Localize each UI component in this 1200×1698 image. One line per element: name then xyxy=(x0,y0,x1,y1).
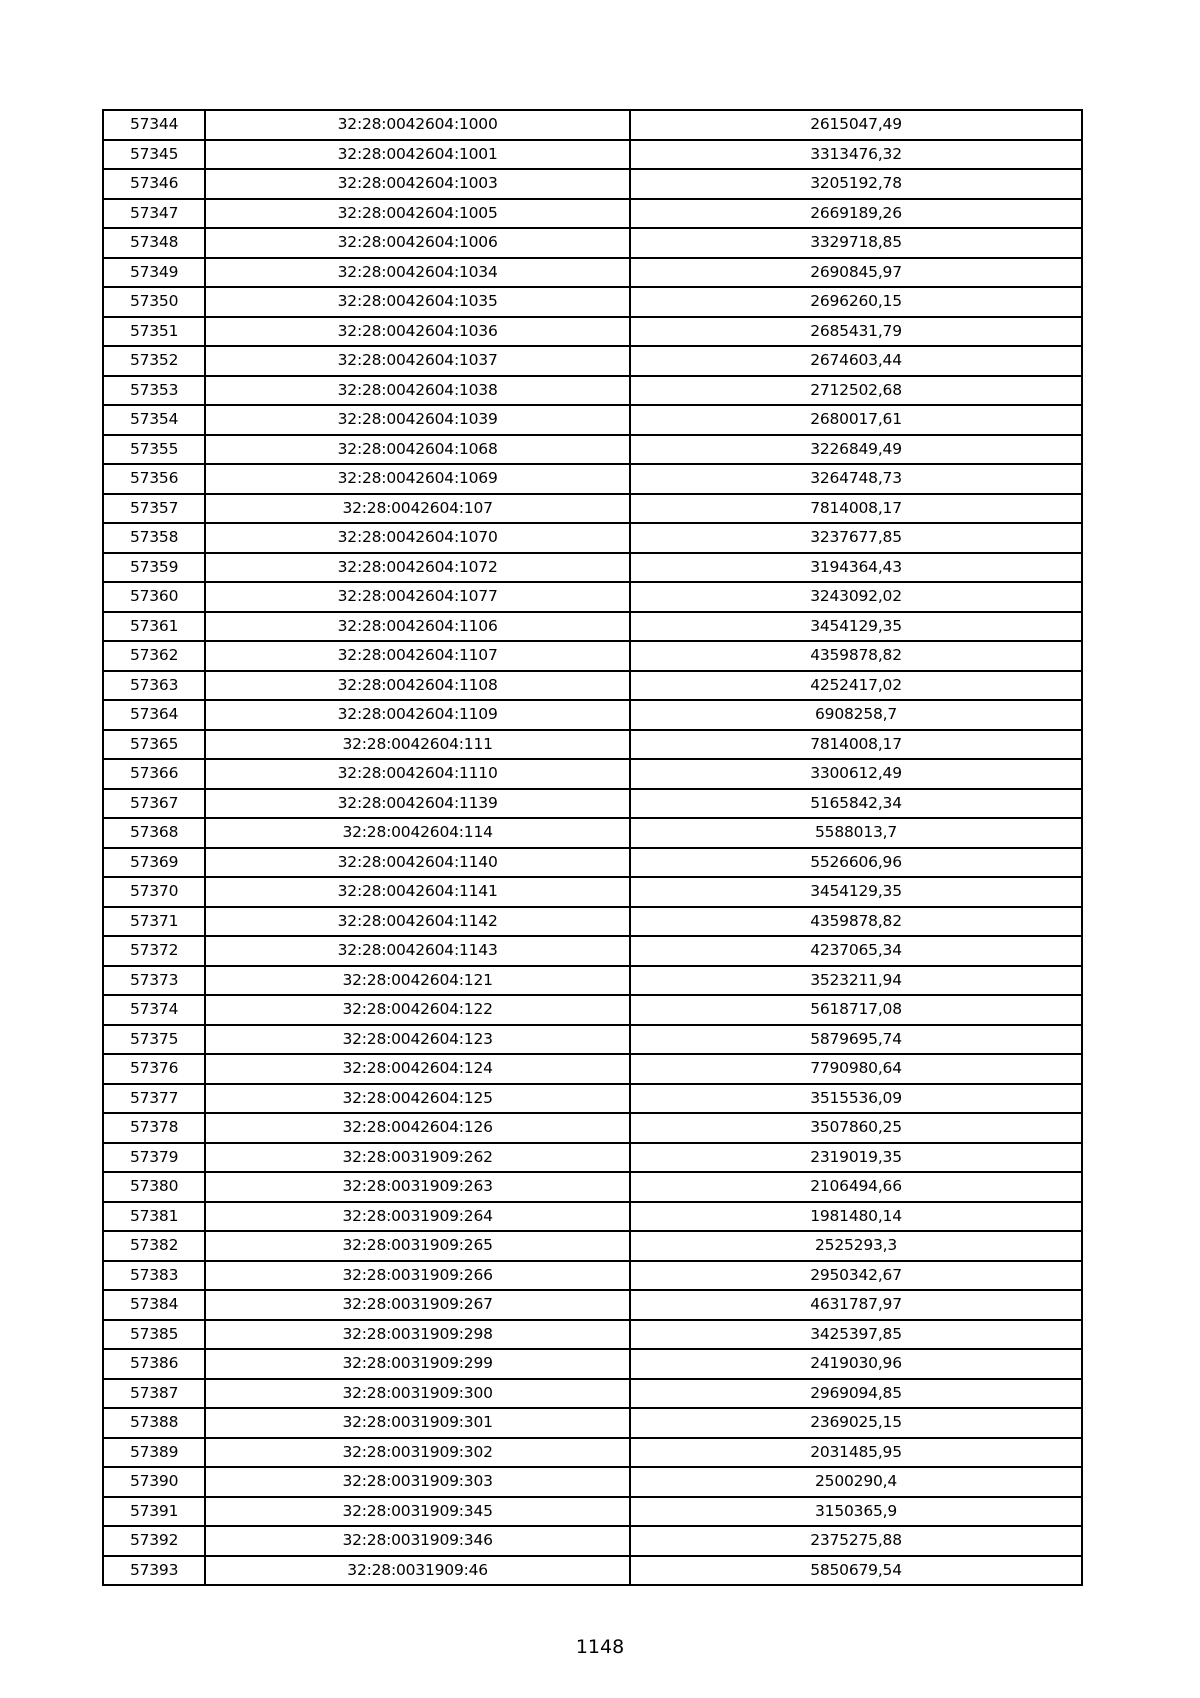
cadastral-number-cell: 32:28:0042604:1072 xyxy=(205,553,630,583)
row-index-cell: 57385 xyxy=(103,1320,205,1350)
row-index-cell: 57376 xyxy=(103,1054,205,1084)
table-row xyxy=(103,641,1082,671)
value-cell: 2712502,68 xyxy=(630,376,1082,406)
cadastral-number-cell: 32:28:0042604:122 xyxy=(205,995,630,1025)
value-cell: 2696260,15 xyxy=(630,287,1082,317)
table-row xyxy=(103,848,1082,878)
cadastral-number-cell: 32:28:0031909:300 xyxy=(205,1379,630,1409)
cadastral-number-cell: 32:28:0042604:1109 xyxy=(205,700,630,730)
value-cell: 2375275,88 xyxy=(630,1526,1082,1556)
cadastral-number-cell: 32:28:0042604:1140 xyxy=(205,848,630,878)
value-cell: 3454129,35 xyxy=(630,877,1082,907)
value-cell: 1981480,14 xyxy=(630,1202,1082,1232)
value-cell: 2369025,15 xyxy=(630,1408,1082,1438)
cadastral-number-cell: 32:28:0042604:1106 xyxy=(205,612,630,642)
table-row xyxy=(103,553,1082,583)
table-row xyxy=(103,287,1082,317)
value-cell: 7790980,64 xyxy=(630,1054,1082,1084)
cadastral-number-cell: 32:28:0031909:266 xyxy=(205,1261,630,1291)
row-index-cell: 57356 xyxy=(103,464,205,494)
cadastral-number-cell: 32:28:0031909:264 xyxy=(205,1202,630,1232)
row-index-cell: 57353 xyxy=(103,376,205,406)
row-index-cell: 57371 xyxy=(103,907,205,937)
value-cell: 4359878,82 xyxy=(630,641,1082,671)
table-row xyxy=(103,1143,1082,1173)
table-row xyxy=(103,995,1082,1025)
value-cell: 5588013,7 xyxy=(630,818,1082,848)
value-cell: 4237065,34 xyxy=(630,936,1082,966)
row-index-cell: 57345 xyxy=(103,140,205,170)
row-index-cell: 57374 xyxy=(103,995,205,1025)
table-row xyxy=(103,966,1082,996)
cadastral-number-cell: 32:28:0031909:302 xyxy=(205,1438,630,1468)
cadastral-number-cell: 32:28:0042604:125 xyxy=(205,1084,630,1114)
cadastral-number-cell: 32:28:0042604:1139 xyxy=(205,789,630,819)
cadastral-number-cell: 32:28:0042604:1143 xyxy=(205,936,630,966)
table-row xyxy=(103,936,1082,966)
table-row xyxy=(103,1408,1082,1438)
value-cell: 3243092,02 xyxy=(630,582,1082,612)
table-row xyxy=(103,789,1082,819)
table-row xyxy=(103,523,1082,553)
value-cell: 3425397,85 xyxy=(630,1320,1082,1350)
row-index-cell: 57357 xyxy=(103,494,205,524)
row-index-cell: 57381 xyxy=(103,1202,205,1232)
table-row xyxy=(103,671,1082,701)
value-cell: 2680017,61 xyxy=(630,405,1082,435)
cadastral-number-cell: 32:28:0042604:1107 xyxy=(205,641,630,671)
row-index-cell: 57382 xyxy=(103,1231,205,1261)
cadastral-number-cell: 32:28:0031909:262 xyxy=(205,1143,630,1173)
value-cell: 2031485,95 xyxy=(630,1438,1082,1468)
table-row xyxy=(103,1172,1082,1202)
row-index-cell: 57383 xyxy=(103,1261,205,1291)
row-index-cell: 57369 xyxy=(103,848,205,878)
cadastral-number-cell: 32:28:0042604:1069 xyxy=(205,464,630,494)
value-cell: 3264748,73 xyxy=(630,464,1082,494)
table-row xyxy=(103,1113,1082,1143)
table-row xyxy=(103,907,1082,937)
cadastral-number-cell: 32:28:0042604:1036 xyxy=(205,317,630,347)
table-row xyxy=(103,1084,1082,1114)
cadastral-number-cell: 32:28:0042604:121 xyxy=(205,966,630,996)
row-index-cell: 57351 xyxy=(103,317,205,347)
value-cell: 2690845,97 xyxy=(630,258,1082,288)
value-cell: 3329718,85 xyxy=(630,228,1082,258)
value-cell: 4252417,02 xyxy=(630,671,1082,701)
cadastral-number-cell: 32:28:0042604:1000 xyxy=(205,110,630,140)
table-row xyxy=(103,1379,1082,1409)
table-row xyxy=(103,317,1082,347)
table-row xyxy=(103,1526,1082,1556)
row-index-cell: 57390 xyxy=(103,1467,205,1497)
value-cell: 3300612,49 xyxy=(630,759,1082,789)
value-cell: 5165842,34 xyxy=(630,789,1082,819)
data-table xyxy=(102,109,1083,1586)
row-index-cell: 57350 xyxy=(103,287,205,317)
row-index-cell: 57378 xyxy=(103,1113,205,1143)
row-index-cell: 57392 xyxy=(103,1526,205,1556)
row-index-cell: 57391 xyxy=(103,1497,205,1527)
value-cell: 5879695,74 xyxy=(630,1025,1082,1055)
cadastral-number-cell: 32:28:0042604:107 xyxy=(205,494,630,524)
table-row xyxy=(103,877,1082,907)
table-row xyxy=(103,346,1082,376)
table-row xyxy=(103,1202,1082,1232)
row-index-cell: 57377 xyxy=(103,1084,205,1114)
cadastral-number-cell: 32:28:0042604:114 xyxy=(205,818,630,848)
table-row xyxy=(103,464,1082,494)
value-cell: 3150365,9 xyxy=(630,1497,1082,1527)
value-cell: 2419030,96 xyxy=(630,1349,1082,1379)
row-index-cell: 57388 xyxy=(103,1408,205,1438)
value-cell: 2950342,67 xyxy=(630,1261,1082,1291)
table-row xyxy=(103,730,1082,760)
table-row xyxy=(103,1290,1082,1320)
row-index-cell: 57386 xyxy=(103,1349,205,1379)
cadastral-number-cell: 32:28:0031909:301 xyxy=(205,1408,630,1438)
value-cell: 2500290,4 xyxy=(630,1467,1082,1497)
cadastral-number-cell: 32:28:0031909:346 xyxy=(205,1526,630,1556)
row-index-cell: 57367 xyxy=(103,789,205,819)
row-index-cell: 57375 xyxy=(103,1025,205,1055)
value-cell: 2969094,85 xyxy=(630,1379,1082,1409)
row-index-cell: 57354 xyxy=(103,405,205,435)
cadastral-number-cell: 32:28:0042604:1037 xyxy=(205,346,630,376)
cadastral-number-cell: 32:28:0031909:265 xyxy=(205,1231,630,1261)
row-index-cell: 57352 xyxy=(103,346,205,376)
value-cell: 5526606,96 xyxy=(630,848,1082,878)
value-cell: 2669189,26 xyxy=(630,199,1082,229)
row-index-cell: 57359 xyxy=(103,553,205,583)
cadastral-number-cell: 32:28:0042604:1142 xyxy=(205,907,630,937)
cadastral-number-cell: 32:28:0042604:1038 xyxy=(205,376,630,406)
value-cell: 2525293,3 xyxy=(630,1231,1082,1261)
cadastral-number-cell: 32:28:0042604:1068 xyxy=(205,435,630,465)
cadastral-number-cell: 32:28:0042604:124 xyxy=(205,1054,630,1084)
row-index-cell: 57384 xyxy=(103,1290,205,1320)
table-row xyxy=(103,1467,1082,1497)
cadastral-number-cell: 32:28:0042604:1005 xyxy=(205,199,630,229)
cadastral-number-cell: 32:28:0031909:46 xyxy=(205,1556,630,1586)
row-index-cell: 57349 xyxy=(103,258,205,288)
row-index-cell: 57393 xyxy=(103,1556,205,1586)
row-index-cell: 57368 xyxy=(103,818,205,848)
table-row xyxy=(103,1438,1082,1468)
table-row xyxy=(103,140,1082,170)
row-index-cell: 57344 xyxy=(103,110,205,140)
cadastral-number-cell: 32:28:0042604:123 xyxy=(205,1025,630,1055)
table-row xyxy=(103,582,1082,612)
row-index-cell: 57346 xyxy=(103,169,205,199)
value-cell: 3454129,35 xyxy=(630,612,1082,642)
cadastral-number-cell: 32:28:0042604:1039 xyxy=(205,405,630,435)
value-cell: 7814008,17 xyxy=(630,494,1082,524)
cadastral-number-cell: 32:28:0031909:299 xyxy=(205,1349,630,1379)
value-cell: 5618717,08 xyxy=(630,995,1082,1025)
cadastral-number-cell: 32:28:0042604:1034 xyxy=(205,258,630,288)
value-cell: 2319019,35 xyxy=(630,1143,1082,1173)
value-cell: 3226849,49 xyxy=(630,435,1082,465)
table-row xyxy=(103,1231,1082,1261)
row-index-cell: 57366 xyxy=(103,759,205,789)
table-row xyxy=(103,1054,1082,1084)
cadastral-number-cell: 32:28:0031909:267 xyxy=(205,1290,630,1320)
table-row xyxy=(103,228,1082,258)
table-row xyxy=(103,1556,1082,1586)
row-index-cell: 57370 xyxy=(103,877,205,907)
table-row xyxy=(103,612,1082,642)
value-cell: 2615047,49 xyxy=(630,110,1082,140)
table-row xyxy=(103,169,1082,199)
row-index-cell: 57380 xyxy=(103,1172,205,1202)
table-row xyxy=(103,376,1082,406)
value-cell: 3205192,78 xyxy=(630,169,1082,199)
value-cell: 3523211,94 xyxy=(630,966,1082,996)
cadastral-number-cell: 32:28:0042604:1035 xyxy=(205,287,630,317)
value-cell: 7814008,17 xyxy=(630,730,1082,760)
row-index-cell: 57387 xyxy=(103,1379,205,1409)
cadastral-number-cell: 32:28:0042604:1070 xyxy=(205,523,630,553)
table-row xyxy=(103,759,1082,789)
value-cell: 4631787,97 xyxy=(630,1290,1082,1320)
cadastral-number-cell: 32:28:0031909:303 xyxy=(205,1467,630,1497)
value-cell: 5850679,54 xyxy=(630,1556,1082,1586)
table-row xyxy=(103,494,1082,524)
row-index-cell: 57362 xyxy=(103,641,205,671)
value-cell: 6908258,7 xyxy=(630,700,1082,730)
cadastral-number-cell: 32:28:0042604:1001 xyxy=(205,140,630,170)
value-cell: 2674603,44 xyxy=(630,346,1082,376)
row-index-cell: 57379 xyxy=(103,1143,205,1173)
cadastral-number-cell: 32:28:0031909:345 xyxy=(205,1497,630,1527)
table-row xyxy=(103,1025,1082,1055)
cadastral-number-cell: 32:28:0042604:111 xyxy=(205,730,630,760)
cadastral-number-cell: 32:28:0042604:1108 xyxy=(205,671,630,701)
cadastral-number-cell: 32:28:0031909:298 xyxy=(205,1320,630,1350)
table-body xyxy=(103,110,1082,1585)
cadastral-number-cell: 32:28:0031909:263 xyxy=(205,1172,630,1202)
row-index-cell: 57365 xyxy=(103,730,205,760)
table-row xyxy=(103,405,1082,435)
value-cell: 4359878,82 xyxy=(630,907,1082,937)
row-index-cell: 57363 xyxy=(103,671,205,701)
table-row xyxy=(103,1261,1082,1291)
row-index-cell: 57355 xyxy=(103,435,205,465)
value-cell: 2685431,79 xyxy=(630,317,1082,347)
cadastral-number-cell: 32:28:0042604:126 xyxy=(205,1113,630,1143)
row-index-cell: 57372 xyxy=(103,936,205,966)
table-row xyxy=(103,1349,1082,1379)
row-index-cell: 57360 xyxy=(103,582,205,612)
row-index-cell: 57364 xyxy=(103,700,205,730)
table-row xyxy=(103,258,1082,288)
cadastral-number-cell: 32:28:0042604:1141 xyxy=(205,877,630,907)
row-index-cell: 57373 xyxy=(103,966,205,996)
row-index-cell: 57358 xyxy=(103,523,205,553)
cadastral-number-cell: 32:28:0042604:1003 xyxy=(205,169,630,199)
value-cell: 2106494,66 xyxy=(630,1172,1082,1202)
row-index-cell: 57389 xyxy=(103,1438,205,1468)
cadastral-number-cell: 32:28:0042604:1006 xyxy=(205,228,630,258)
table-row xyxy=(103,110,1082,140)
value-cell: 3313476,32 xyxy=(630,140,1082,170)
row-index-cell: 57361 xyxy=(103,612,205,642)
page-number: 1148 xyxy=(575,1636,625,1658)
value-cell: 3507860,25 xyxy=(630,1113,1082,1143)
cadastral-number-cell: 32:28:0042604:1077 xyxy=(205,582,630,612)
value-cell: 3515536,09 xyxy=(630,1084,1082,1114)
table-row xyxy=(103,818,1082,848)
table-row xyxy=(103,435,1082,465)
row-index-cell: 57347 xyxy=(103,199,205,229)
table-row xyxy=(103,700,1082,730)
table-row xyxy=(103,1497,1082,1527)
cadastral-number-cell: 32:28:0042604:1110 xyxy=(205,759,630,789)
table-row xyxy=(103,199,1082,229)
table-row xyxy=(103,1320,1082,1350)
value-cell: 3237677,85 xyxy=(630,523,1082,553)
value-cell: 3194364,43 xyxy=(630,553,1082,583)
row-index-cell: 57348 xyxy=(103,228,205,258)
